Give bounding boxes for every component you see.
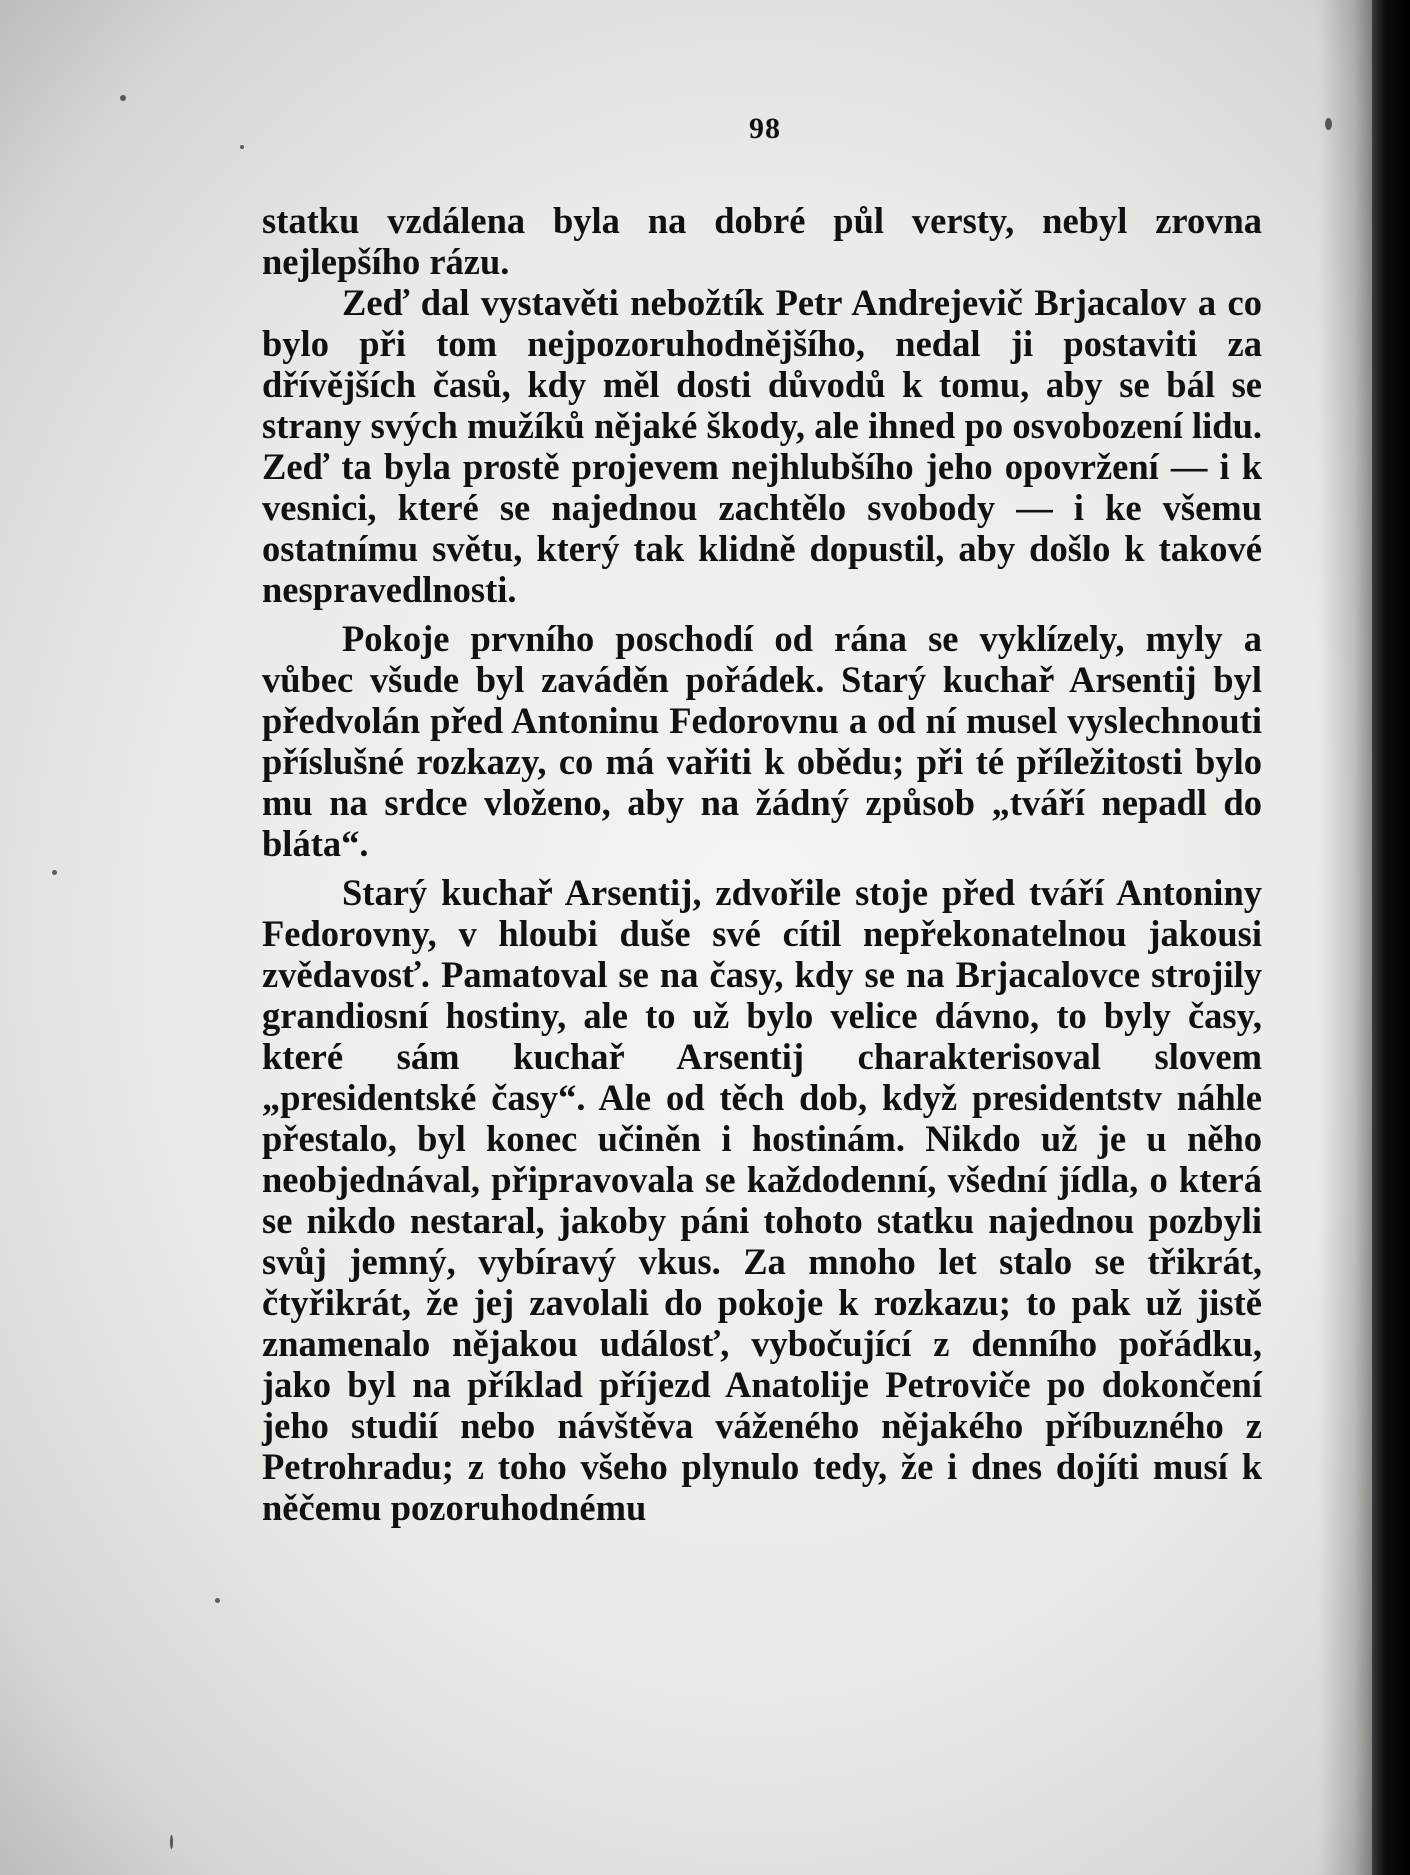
page-binding-edge [1372,0,1410,1875]
page-edge-shadow [1318,0,1375,1875]
paragraph-3: Pokoje prvního poschodí od rána se vyklízely, myly a vůbec všude byl zaváděn pořádek. Starý kuchař Arsentij byl předvolán před Antoninu Fedorovnu a od ní musel vyslechnouti příslušné rozkazy, co má vařiti k obědu; při té příležitosti bylo mu na srdce vloženo, aby na žádný způsob „tváří nepadl do bláta“. [262,618,1262,864]
scan-speck [120,95,126,101]
paragraph-2: Zeď dal vystavěti nebožtík Petr Andrejevič Brjacalov a co bylo při tom nejpozoruhodnějšího, nedal ji postaviti za dřívějších časů, kdy měl dosti důvodů k tomu, aby se bál se strany svých mužíků nějaké škody, ale ihned po osvobození lidu. Zeď ta byla prostě projevem nejhlubšího jeho opovržení — i k vesnici, které se najednou zachtělo svobody — i ke všemu ostatnímu světu, který tak klidně dopustil, aby došlo k takové nespravedlnosti. [262,282,1262,610]
page-number: 98 [749,112,781,145]
paragraph-4: Starý kuchař Arsentij, zdvořile stoje před tváří Antoniny Fedorovny, v hloubi duše své cítil nepřekonatelnou jakousi zvědavosť. Pamatoval se na časy, kdy se na Brjacalovce strojily grandiosní hostiny, ale to už bylo velice dávno, to byly časy, které sám kuchař Arsentij charakterisoval slovem „presidentské časy“. Ale od těch dob, když presidentstv náhle přestalo, byl konec učiněn i hostinám. Nikdo už je u něho neobjednával, připravovala se každodenní, všední jídla, o která se nikdo nestaral, jakoby páni tohoto statku najednou pozbyli svůj jemný, vybíravý vkus. Za mnoho let stalo se třikrát, čtyřikrát, že jej zavolali do pokoje k rozkazu; to pak už jistě znamenalo nějakou událosť, vybočující z denního pořádku, jako byl na příklad příjezd Anatolije Petroviče po dokončení jeho studií nebo návštěva váženého nějakého příbuzného z Petrohradu; z toho všeho plynulo tedy, že i dnes dojíti musí k něčemu pozoruhodnému [262,872,1262,1528]
scan-speck [52,870,57,875]
scan-speck [170,1835,173,1849]
scan-speck [215,1598,220,1603]
body-text [262,200,1262,1528]
paragraph-1: statku vzdálena byla na dobré půl versty, nebyl zrovna nejlepšího rázu. [262,200,1262,282]
scan-speck [240,145,244,149]
scan-speck [1325,118,1332,130]
